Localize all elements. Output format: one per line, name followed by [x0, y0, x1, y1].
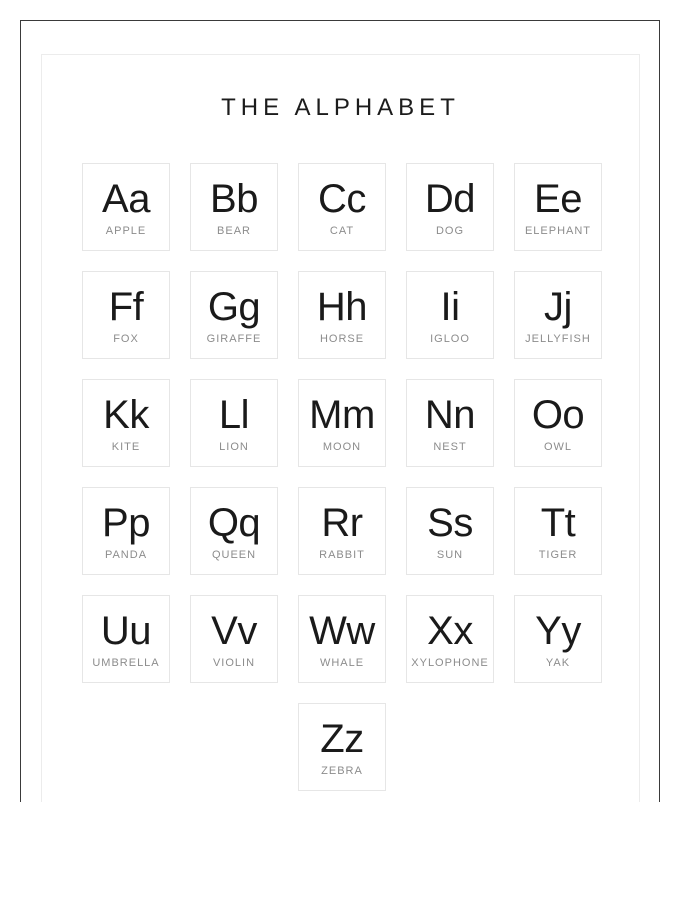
letter-card-b	[190, 163, 278, 251]
letter-glyph: Jj	[544, 285, 572, 329]
letter-glyph: Zz	[320, 717, 364, 761]
letter-glyph: Dd	[424, 177, 476, 221]
letter-glyph: Ss	[427, 501, 473, 545]
letter-word: RABBIT	[319, 549, 365, 561]
letter-word: GIRAFFE	[206, 333, 262, 345]
letter-glyph: Cc	[318, 177, 366, 221]
letter-word: WHALE	[319, 657, 365, 669]
letter-glyph: Bb	[210, 177, 258, 221]
letter-card-q	[190, 487, 278, 575]
letter-card-p	[82, 487, 170, 575]
letter-word: OWL	[543, 441, 573, 453]
letter-word: XYLOPHONE	[411, 657, 489, 669]
letter-glyph: Kk	[103, 393, 149, 437]
letter-card-y	[514, 595, 602, 683]
letter-card-e	[514, 163, 602, 251]
letter-word: JELLYFISH	[525, 333, 591, 345]
letter-word: BEAR	[217, 225, 251, 237]
letter-word: LION	[219, 441, 249, 453]
letter-card-t	[514, 487, 602, 575]
letter-word: IGLOO	[430, 333, 470, 345]
letter-card-m	[298, 379, 386, 467]
letter-word: HORSE	[319, 333, 365, 345]
letter-card-l	[190, 379, 278, 467]
letter-word: SUN	[436, 549, 464, 561]
letter-glyph: Uu	[100, 609, 152, 653]
letter-card-c	[298, 163, 386, 251]
page-title: THE ALPHABET	[221, 94, 460, 121]
letter-glyph: Ii	[440, 285, 460, 329]
letter-word: MOON	[322, 441, 362, 453]
letter-glyph: Aa	[102, 177, 150, 221]
letter-card-g	[190, 271, 278, 359]
alphabet-grid	[82, 163, 600, 791]
letter-glyph: Hh	[316, 285, 368, 329]
letter-card-f	[82, 271, 170, 359]
letter-word: TIGER	[538, 549, 578, 561]
letter-glyph: Mm	[309, 393, 375, 437]
letter-word: UMBRELLA	[92, 657, 160, 669]
letter-word: NEST	[433, 441, 467, 453]
letter-card-n	[406, 379, 494, 467]
letter-glyph: Gg	[207, 285, 261, 329]
letter-word: CAT	[329, 225, 355, 237]
letter-glyph: Pp	[102, 501, 150, 545]
letter-word: APPLE	[105, 225, 147, 237]
letter-glyph: Vv	[211, 609, 257, 653]
letter-word: ELEPHANT	[524, 225, 592, 237]
letter-glyph: Ll	[218, 393, 250, 437]
letter-card-v	[190, 595, 278, 683]
letter-word: PANDA	[104, 549, 148, 561]
letter-card-s	[406, 487, 494, 575]
letter-card-k	[82, 379, 170, 467]
letter-word: DOG	[435, 225, 465, 237]
letter-glyph: Ff	[108, 285, 144, 329]
letter-card-w	[298, 595, 386, 683]
letter-card-h	[298, 271, 386, 359]
letter-word: YAK	[545, 657, 571, 669]
letter-card-r	[298, 487, 386, 575]
letter-glyph: Ww	[309, 609, 375, 653]
letter-glyph: Oo	[531, 393, 585, 437]
letter-card-o	[514, 379, 602, 467]
letter-glyph: Ee	[534, 177, 582, 221]
letter-word: QUEEN	[211, 549, 257, 561]
letter-card-d	[406, 163, 494, 251]
letter-word: KITE	[111, 441, 141, 453]
letter-card-j	[514, 271, 602, 359]
letter-card-u	[82, 595, 170, 683]
letter-glyph: Rr	[321, 501, 363, 545]
letter-glyph: Qq	[207, 501, 261, 545]
letter-glyph: Xx	[427, 609, 473, 653]
letter-card-i	[406, 271, 494, 359]
letter-word: FOX	[113, 333, 139, 345]
letter-word: ZEBRA	[321, 765, 363, 777]
letter-glyph: Nn	[424, 393, 476, 437]
letter-card-x	[406, 595, 494, 683]
letter-word: VIOLIN	[212, 657, 256, 669]
letter-glyph: Tt	[540, 501, 576, 545]
letter-card-a	[82, 163, 170, 251]
letter-glyph: Yy	[535, 609, 581, 653]
letter-card-z	[298, 703, 386, 791]
